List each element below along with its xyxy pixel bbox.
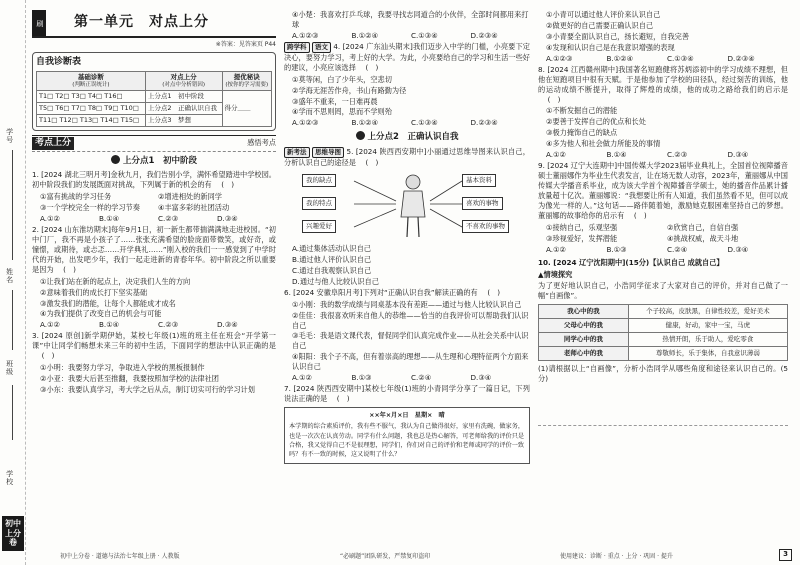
- unit-header: [32, 10, 276, 38]
- table-row: 老师心中的我 尊敬师长，乐于集体，自我意识薄弱: [539, 347, 788, 361]
- q9-options: ③珍视爱好，发挥潜能 ④挑战权威，战天斗地: [546, 233, 739, 243]
- q5-option[interactable]: A.通过集体活动认识自己: [292, 243, 371, 253]
- q9-answers[interactable]: A.①② B.①③ C.②④ D.③④: [546, 244, 749, 254]
- table-cell[interactable]: T1□ T2□ T3□ T4□ T16□: [37, 91, 146, 103]
- diary-title: ××年×月×日 星期× 晴: [369, 412, 445, 420]
- subsection-title: 上分点2 正确认识自我: [284, 131, 530, 144]
- diagram-node: 我的特点: [302, 197, 336, 210]
- self-diagnosis-box: [32, 52, 276, 131]
- answer-hint: ※答案：见答案页 P44: [215, 41, 276, 48]
- diagram-node: 喜欢的事物: [462, 197, 503, 210]
- q1-options: ③一个学校完全一样的学习节奏 ④丰富多彩的社团活动: [40, 203, 230, 213]
- section-bar: [32, 135, 276, 151]
- bullet-icon: [111, 155, 120, 164]
- q3-option: ②小亚：我要大后甚至推翻，我要按照加学校的法律社团: [40, 374, 219, 384]
- shua-badge: 刷: [32, 10, 46, 36]
- footer-center: “必刷题”团队研发，严禁复印盗印: [340, 552, 431, 560]
- q7-option: ①小青可以通过他人评价来认识自己: [546, 10, 661, 19]
- q8-answers[interactable]: A.①② B.①④ C.②③ D.③④: [546, 150, 749, 160]
- table-cell: 上分点1 初中阶段: [145, 91, 222, 103]
- fill-line: [12, 150, 13, 260]
- q9-options: ①接纳自己，乐观坚强 ②欣赏自己，自信自强: [546, 222, 739, 232]
- q6-answers[interactable]: A.①② B.①③ C.②④ D.③④: [292, 373, 492, 383]
- book-name: 初中 上分卷: [2, 516, 24, 551]
- q8-option: ①不断发掘自己的潜能: [546, 106, 618, 116]
- class-label: 班级: [5, 360, 14, 376]
- col-header: 基础诊断 (判断正误统计): [37, 71, 146, 91]
- question-7: 7. [2024 陕西西安期中]某校七年级(1)班的小青同学分享了一篇日记，下列说法正确的是 ( ): [284, 384, 530, 404]
- q10-subtitle: ▲情境探究: [538, 269, 573, 279]
- q2-option: ③激发我们的潜能，让每个人都能成才成名: [40, 298, 176, 308]
- q2-option: ④为我们提供了改变自己的机会与可能: [40, 309, 162, 319]
- binding-strip: [0, 0, 26, 565]
- diagram-node: 兴趣爱好: [302, 220, 336, 233]
- section-bar-right: 感悟考点: [247, 138, 276, 148]
- fill-line: [12, 290, 13, 350]
- table-row: 父母心中的我 健康，好动，家中一宝，马虎: [539, 319, 788, 333]
- self-diagnosis-table: [36, 71, 272, 127]
- unit-title: 第一单元 对点上分: [74, 14, 209, 31]
- footer-right: 使用建议：诊断 · 重点 · 上分 · 巩固 · 提升: [560, 552, 673, 560]
- footer-left: 初中上分卷 · 道德与法治七年级上册 · 人教版: [60, 552, 180, 560]
- diary-body: 本学期的综合素质评价，我有些不服气，我认为自己做得很好，家里有洗碗，做家务，也是一次次在认真劳动。同学有什么问题，我也总是热心解答，可老师给我的评价只是合格，我又觉得自己不是很理想，同学们，你们对自己的评价和老师或同学的评价一致吗？有不一致的时候，这又说明了什么？: [289, 423, 525, 459]
- diagram-node: 基本资料: [462, 174, 496, 187]
- school-label: 学校: [5, 470, 14, 486]
- person-figure: [401, 175, 425, 237]
- question-2: 2. [2024 山东淮坊期末]每年9月1日，初一新生都带揣满满地走进校园。“初中门厂，我不再是小孩子了……张张充满希望的脸庞面带微笑，或好奇，或憧憬，或期待，或忐忑……开学典礼……”刚入校的我们一一感觉到了中学时代的开始，出发吧少年，我们一起走进新的青春年华。初中阶段之所以重要是因为 ( ): [32, 224, 276, 274]
- fill-line: [12, 385, 13, 440]
- q2-answers[interactable]: A.①② B.①④ C.②③ D.③④: [40, 320, 238, 330]
- page-number: 3: [779, 549, 792, 561]
- question-5: 新考法 思维导图 5. [2024 陕西西安期中]小丽通过思维导图来认识自己，分析认识自己的途径是 ( ): [284, 147, 530, 168]
- question-6: 6. [2024 安徽阜阳月考]下列对“正确认识自我”解读正确的有 ( ): [284, 287, 501, 297]
- q3-option: ④小楚：我喜欢打乒乓球，我要寻找志同道合的小伙伴，全部时间都用来打球: [292, 10, 529, 29]
- q7-option: ④发现和认识自己是在我意识增强的表现: [546, 42, 675, 52]
- question-10: 10. [2024 辽宁沈阳期中](15分)【认识自己 成就自己】: [538, 257, 724, 267]
- col-header: 对点上分 (对点中分析错因): [145, 71, 222, 91]
- q7-option: ②做更好的自己需要正确认识自己: [546, 20, 654, 30]
- question-3: 3. [2024 原创]新学期伊始，某校七年级(1)班的班主任在班会“开学第一课”中让同学们畅想未来三年的初中生活，下面同学的想法中认识正确的是( ): [32, 331, 276, 361]
- q4-answers[interactable]: A.①②③ B.①②④ C.①③④ D.②③④: [292, 118, 498, 128]
- q6-option: ③毛毛：我是语文课代表，督促同学们认真完成作业——从社会关系中认识自己: [292, 331, 529, 351]
- question-9: 9. [2024 辽宁大连期中]中国传媒大学2023届毕业典礼上，全国首位视障播音硕士董丽娜作为毕业生代表发言，让在场无数人动容，2023年，董丽娜从中国传媒大学播音系毕业，成为该大学首个视障播音学硕士，她的播音作品累计播放量超十亿次。董丽娜说：“我想要让所有人知道，我们虽然看不见，但可以成为像光一样的人。”这句话——路伴随着她，激励她克服困难坚持自己的梦想。董丽娜的故事给你的启示有 ( ): [538, 161, 788, 220]
- column-3: [538, 10, 788, 426]
- student-id-label: 学号: [5, 128, 14, 144]
- table-cell[interactable]: T5□ T6□ T7□ T8□ T9□ T10□: [37, 103, 146, 115]
- q10-intro: 为了更好地认识自己，小浩同学征求了大家对自己的评价，并对自己做了一幅“自画像”。: [538, 281, 788, 301]
- column-2: [284, 10, 530, 464]
- q5-option[interactable]: B.通过他人评价认识自己: [292, 254, 372, 264]
- bullet-icon: [356, 131, 365, 140]
- q4-option: ②学海无涯苦作舟，书山有路勤为径: [292, 85, 407, 95]
- q6-option: ④阳阳：我个子不高，但有着崇高的理想——从生理和心理特征两个方面来认识自己: [292, 352, 529, 372]
- q7-answers[interactable]: A.①②③ B.①②④ C.①③④ D.②③④: [546, 53, 755, 63]
- tag-mindmap: 思维导图: [312, 147, 344, 158]
- question-8: 8. [2024 江西赣州期中]我国著名短跑健将苏炳添初中的学习成绩不理想，但他在短跑项目中很有天赋。于是他参加了学校的田径队，经过刻苦的训练，他的运动成绩不断提升，取得了辉煌的成绩，他的成功之路给我们的启示是( ): [538, 64, 788, 104]
- q5-option[interactable]: D.通过与他人比较认识自己: [292, 276, 379, 286]
- q10-subquestion: (1)请根据以上“自画像”，分析小浩同学从哪些角度和途径来认识自己的。(5分): [538, 364, 788, 384]
- table-row: 同学心中的我 热情开朗，乐于助人，爱吃零食: [539, 333, 788, 347]
- section-bar-title: 考点上分: [32, 137, 74, 149]
- name-label: 姓名: [5, 268, 14, 284]
- q3-option: ③小东：我要认真学习，考大学之后从点，制订切实可行的学习计划: [40, 385, 255, 394]
- diagram-node: 我的缺点: [302, 174, 336, 187]
- col-header: 提优秘诀 (按你的学习需要): [222, 71, 271, 91]
- question-1: 1. [2024 湖北三明月考]金秋九月，我们告别小学，满怀希望踏进中学校园。初中阶段我们的发展既面对挑战，下列属于新的机会的有 ( ): [32, 170, 276, 190]
- answer-area[interactable]: [538, 386, 788, 426]
- q1-answers[interactable]: A.①② B.①④ C.②③ D.③④: [40, 214, 238, 223]
- tag-cross-subject: 跨学科: [284, 42, 310, 53]
- diary-box: [284, 407, 530, 463]
- score-cell[interactable]: 得分＿＿: [222, 91, 271, 127]
- subsection-title: 上分点1 初中阶段: [32, 155, 276, 168]
- q2-option: ②意味着我们的成长打下坚实基础: [40, 287, 148, 297]
- table-cell[interactable]: T11□ T12□ T13□ T14□ T15□: [37, 115, 146, 127]
- q4-option: ③盛年不重来，一日难再晨: [292, 96, 378, 106]
- q1-options: ①富有挑战的学习任务 ②增进相处的新同学: [40, 192, 222, 202]
- tag-new-method: 新考法: [284, 147, 310, 158]
- table-cell: 上分点2 正确认识自我: [145, 103, 222, 115]
- q6-option: ②佳佳：我很喜欢听来自他人的恭维——恰当的自我评价可以帮助我们认识自己: [292, 310, 529, 330]
- q8-option: ④多为他人和社会做力所能及的事情: [546, 139, 661, 149]
- q4-option: ④学而不思则罔，思而不学则殆: [292, 107, 392, 117]
- diagram-node: 不喜欢的事物: [462, 220, 509, 233]
- q8-option: ②要善于发挥自己的优点和长处: [546, 117, 646, 127]
- q4-option: ①莫等闲，白了少年头，空悲切: [292, 74, 392, 84]
- mindmap-diagram: [284, 171, 530, 241]
- q3-answers[interactable]: A.①②③ B.①②④ C.①③④ D.②③④: [292, 30, 498, 40]
- question-4: 跨学科 语文 4. [2024 广东汕头期末]我们迈步入中学的门槛，小亮要下定决心，要努力学习，考上好的大学。为此，小亮要给自己的学习和生活一些好的建议，小亮应该选择 ( ): [284, 41, 530, 72]
- self-portrait-table: [538, 304, 788, 361]
- table-cell: 上分点3 梦想: [145, 115, 222, 127]
- table-row: 我心中的我 个子较高，皮肤黑，自律性较差，爱好美术: [539, 305, 788, 319]
- tag-chinese: 语文: [312, 42, 331, 53]
- column-1: [32, 10, 276, 396]
- q2-option: ①让我们站在新的起点上，决定我们人生的方向: [40, 276, 191, 286]
- q3-option: ①小明：我要努力学习，争取进入学校的黑板报制作: [40, 363, 205, 373]
- q6-option: ①小刚：我的数学成绩与同桌基本没有差距——通过与他人比较认识自己: [292, 299, 522, 309]
- q5-option[interactable]: C.通过自我观察认识自己: [292, 265, 372, 275]
- self-diagnosis-title: 自我诊断表: [36, 57, 82, 68]
- q7-option: ③小青要全面认识自己，扬长避短，自我完善: [546, 31, 690, 41]
- q8-option: ③极力掩饰自己的缺点: [546, 128, 618, 138]
